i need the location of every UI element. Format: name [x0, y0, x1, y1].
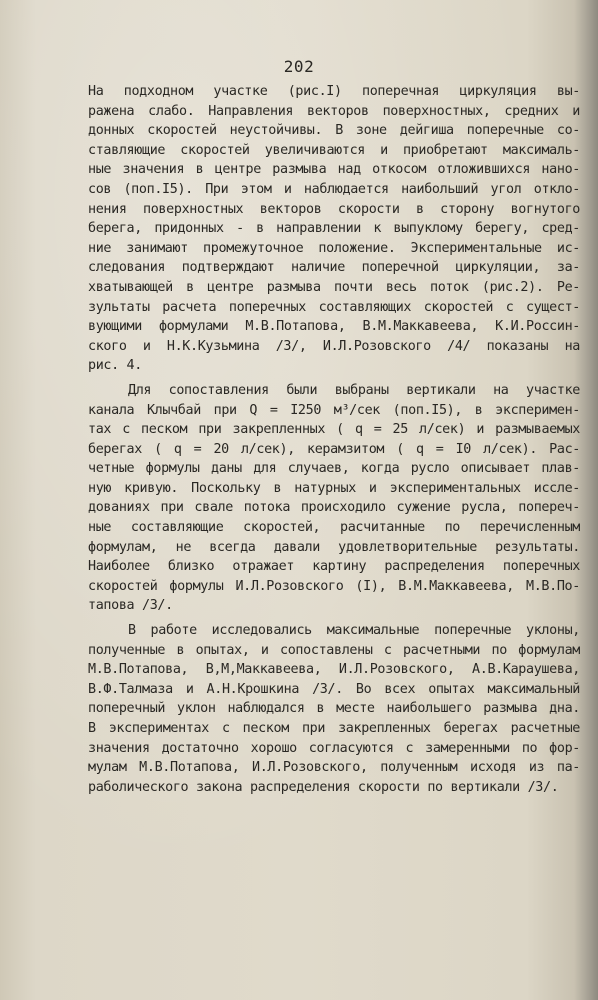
text-line: нения поверхностных векторов скорости в сторону вогнутого — [88, 201, 580, 217]
text-line: В.Ф.Талмаза и А.Н.Крошкина /3/. Во всех опытах максимальный — [88, 681, 580, 697]
text-line: формулам, не всегда давали удовлетворительные результаты. — [88, 539, 580, 555]
paragraph — [88, 621, 580, 797]
text-line: мулам М.В.Потапова, И.Л.Розовского, полученным исходя из па- — [88, 760, 580, 776]
text-line: поперечный уклон наблюдался в месте наибольшего размыва дна. — [88, 701, 580, 717]
text-line: значения достаточно хорошо согласуются с замеренными по фор- — [88, 740, 580, 756]
text-line: М.В.Потапова, В,М,Маккавеева, И.Л.Розовского, А.В.Караушева, — [88, 662, 580, 678]
text-line: донных скоростей неустойчивы. В зоне дейгиша поперечные со- — [88, 123, 580, 139]
text-line: Наиболее близко отражает картину распределения поперечных — [88, 559, 580, 575]
text-line: тапова /3/. — [88, 598, 173, 614]
text-line: В работе исследовались максимальные поперечные уклоны, — [128, 623, 580, 639]
paragraph — [88, 381, 580, 616]
text-line: дованиях при свале потока происходило сужение русла, попереч- — [88, 500, 580, 516]
text-line: рис. 4. — [88, 358, 142, 374]
text-line: сов (поп.I5). При этом и наблюдается наибольший угол откло- — [88, 181, 580, 197]
body-text — [88, 82, 580, 797]
text-line: ние занимают промежуточное положение. Экспериментальные ис- — [88, 240, 580, 256]
text-line: берега, придонных - в направлении к выпуклому берегу, сред- — [88, 221, 580, 237]
text-line: ные составляющие скоростей, расчитанные по перечисленным — [88, 520, 580, 536]
text-line: полученные в опытах, и сопоставлены с расчетными по формулам — [88, 642, 580, 658]
text-line: На подходном участке (рис.I) поперечная циркуляция вы- — [88, 84, 580, 99]
text-line: ского и Н.К.Кузьмина /3/, И.Л.Розовского /4/ показаны на — [88, 338, 580, 354]
text-line: ставляющие скоростей увеличиваются и приобретают максималь- — [88, 142, 580, 158]
text-line: хватывающей в центре размыва почти весь поток (рис.2). Ре- — [88, 279, 580, 295]
text-line: зультаты расчета поперечных составляющих скоростей с сущест- — [88, 299, 580, 315]
text-line: следования подтверждают наличие поперечной циркуляции, за- — [88, 260, 580, 276]
text-line: Для сопоставления были выбраны вертикали на участке — [128, 382, 580, 398]
paragraph — [88, 82, 580, 376]
text-line: тах с песком при закрепленных ( q = 25 л/сек) и размываемых — [88, 422, 580, 438]
text-line: ные значения в центре размыва над откосом отложившихся нано- — [88, 162, 580, 178]
text-line: раболического закона распределения скорости по вертикали /3/. — [88, 779, 559, 795]
page-number: 202 — [283, 57, 315, 76]
text-line: четные формулы даны для случаев, когда русло описывает плав- — [88, 461, 580, 477]
text-line: вующими формулами М.В.Потапова, В.М.Маккавеева, К.И.Россин- — [88, 319, 580, 335]
text-line: ражена слабо. Направления векторов поверхностных, средних и — [88, 103, 580, 119]
text-line: берегах ( q = 20 л/сек), керамзитом ( q = I0 л/сек). Рас- — [88, 441, 580, 457]
text-line: В экспериментах с песком при закрепленных берегах расчетные — [88, 721, 580, 736]
text-line: скоростей формулы И.Л.Розовского (I), В.М.Маккавеева, М.В.По- — [88, 578, 580, 594]
text-line: ную кривую. Поскольку в натурных и экспериментальных иссле- — [88, 480, 580, 496]
text-line: канала Клычбай при Q = I250 м³/сек (поп.I5), в эксперимен- — [88, 402, 580, 418]
